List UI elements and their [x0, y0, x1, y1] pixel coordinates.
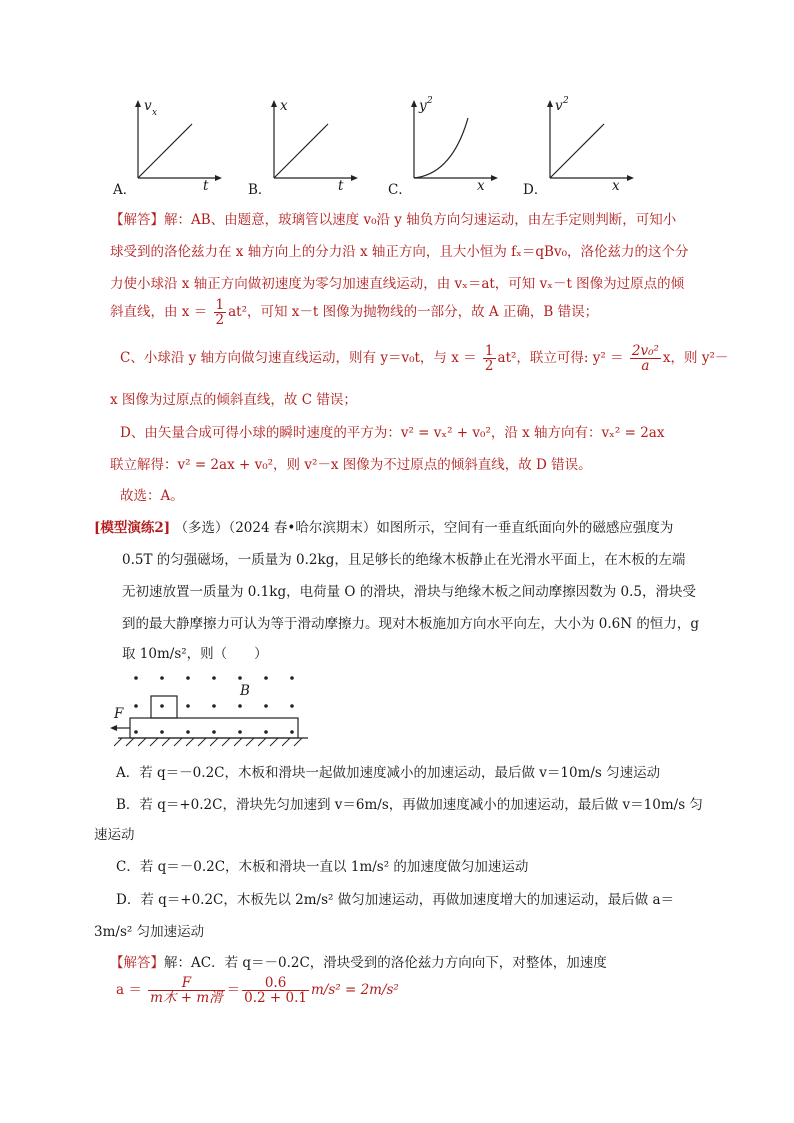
answer1-line7: D、由矢量合成可得小球的瞬时速度的平方为：v² = vₓ² + v₀²，沿 x 轴方向有：vₓ² = 2ax [120, 425, 665, 441]
fraction-num: 2v₀² [631, 343, 659, 359]
fraction-half-2 [483, 344, 496, 373]
answer1-line1 [110, 208, 676, 228]
answer1-l5a: C、小球沿 y 轴方向做匀速直线运动，则有 y＝v₀t，与 x ＝ [120, 350, 477, 367]
fraction-f-over-m [148, 976, 225, 1005]
graph-d-yaxis-label: v [555, 98, 563, 114]
answer2-tag: 【解答】 [110, 955, 164, 971]
answer2-line1 [110, 951, 607, 971]
eq-equals: ＝ [226, 982, 241, 999]
answer1-l4a: 斜直线，由 x ＝ [110, 304, 208, 321]
fraction-num: 1 [484, 343, 494, 359]
fraction-den: 0.2 + 0.1 [244, 990, 307, 1007]
graph-a-label: A． [113, 182, 137, 198]
graph-c-yaxis-sup: 2 [427, 96, 433, 106]
graph-d-yaxis-sup: 2 [563, 96, 569, 106]
option-b-line1: B．若 q＝+0.2C，滑块先匀加速到 v＝6m/s，再做加速度减小的加速运动，最后做 v＝10m/s 匀 [116, 797, 703, 813]
field-label: B [240, 683, 250, 699]
graph-b-xaxis-label: t [338, 178, 344, 194]
graph-d-label: D． [523, 182, 548, 198]
answer1-l4b: at²，可知 x－t 图像为抛物线的一部分，故 A 正确，B 错误； [228, 304, 599, 321]
graph-c-xaxis-label: x [477, 178, 485, 194]
problem2-line3: 无初速放置一质量为 0.1kg，电荷量 O 的滑块，滑块与绝缘木板之间动摩擦因数为 0.5，滑块受 [122, 584, 696, 600]
answer1-tag: 【解答】 [110, 212, 164, 228]
answer1-line2: 球受到的洛伦兹力在 x 轴方向上的分力沿 x 轴正方向，且大小恒为 fₓ＝qBv₀，洛伦兹力的这个分 [110, 244, 689, 260]
eq-lhs: a ＝ [116, 982, 142, 999]
answer1-line3: 力使小球沿 x 轴正方向做初速度为零匀加速直线运动，由 vₓ＝at，可知 vₓ－t 图像为过原点的倾 [110, 276, 685, 292]
problem2-line1 [94, 516, 673, 536]
fraction-2v0sq-over-a [630, 344, 661, 373]
problem2-line4: 到的最大静摩擦力可认为等于滑动摩擦力。现对木板施加方向水平向左，大小为 0.6N 的恒力，g [122, 616, 700, 632]
answer1-text1: 解：AB、由题意，玻璃管以速度 v₀沿 y 轴负方向匀速运动，由左手定则判断，可知小 [164, 212, 677, 228]
fraction-num: F [148, 976, 225, 991]
answer2-text1: 解：AC．若 q＝－0.2C，滑块受到的洛伦兹力方向向下，对整体，加速度 [164, 955, 607, 971]
force-label: F [114, 706, 124, 722]
graph-a-yaxis-label: v [144, 98, 152, 114]
answer1-line8: 联立解得：v² = 2ax + v₀²，则 v²－x 图像为不过原点的倾斜直线，故 D 错误。 [110, 457, 592, 473]
graph-c-label: C． [388, 182, 412, 198]
graph-c-yaxis-label: y [419, 98, 427, 114]
fraction-num: 0.6 [242, 976, 309, 991]
fraction-den: 2 [484, 358, 494, 375]
eq-rhs: m/s² = 2m/s² [310, 982, 399, 999]
graph-b-label: B． [248, 182, 272, 198]
answer1-l5c: x，则 y²－ [662, 350, 729, 367]
option-a: A．若 q＝－0.2C，木板和滑块一起做加速度减小的加速运动，最后做 v＝10m/s 匀速运动 [116, 765, 661, 781]
answer1-line5 [120, 344, 728, 373]
fraction-den: 2 [215, 312, 225, 329]
answer2-equation [116, 976, 399, 1005]
problem2-text1: （多选）（2024 春•哈尔滨期末）如图所示，空间有一垂直纸面向外的磁感应强度为 [174, 520, 674, 536]
answer1-line4 [110, 298, 598, 327]
option-d-line1: D．若 q＝+0.2C，木板先以 2m/s² 做匀加速运动，再做加速度增大的加速运动，最后做 a＝ [116, 892, 675, 908]
fraction-half [214, 298, 227, 327]
problem2-tag: [模型演练2] [94, 520, 171, 536]
graph-b-yaxis-label: x [280, 98, 288, 114]
problem2-line5: 取 10m/s²，则（ ） [122, 646, 268, 662]
fraction-numeric [242, 976, 309, 1005]
figure-svg [110, 668, 310, 750]
field-dots [134, 676, 294, 734]
problem2-line2: 0.5T 的匀强磁场，一质量为 0.2kg，且足够长的绝缘木板静止在光滑水平面上，在木板的左端 [122, 552, 686, 568]
fraction-den: a [641, 358, 650, 375]
graph-d-xaxis-label: x [612, 178, 620, 194]
fraction-den: m木 + m滑 [150, 990, 223, 1007]
answer1-l5b: at²，联立可得: y² ＝ [497, 350, 624, 367]
answer1-line9: 故选：A。 [120, 488, 184, 504]
graph-a-xaxis-label: t [203, 178, 209, 194]
option-d-line2: 3m/s² 匀加速运动 [94, 924, 205, 940]
graph-a-yaxis-sub: x [152, 108, 158, 118]
magnetic-field-figure [110, 668, 310, 750]
answer1-line6: x 图像为过原点的倾斜直线，故 C 错误； [110, 392, 357, 408]
option-b-line2: 速运动 [94, 827, 135, 843]
fraction-num: 1 [215, 297, 225, 313]
option-c: C．若 q＝－0.2C，木板和滑块一直以 1m/s² 的加速度做匀加速运动 [116, 859, 529, 875]
